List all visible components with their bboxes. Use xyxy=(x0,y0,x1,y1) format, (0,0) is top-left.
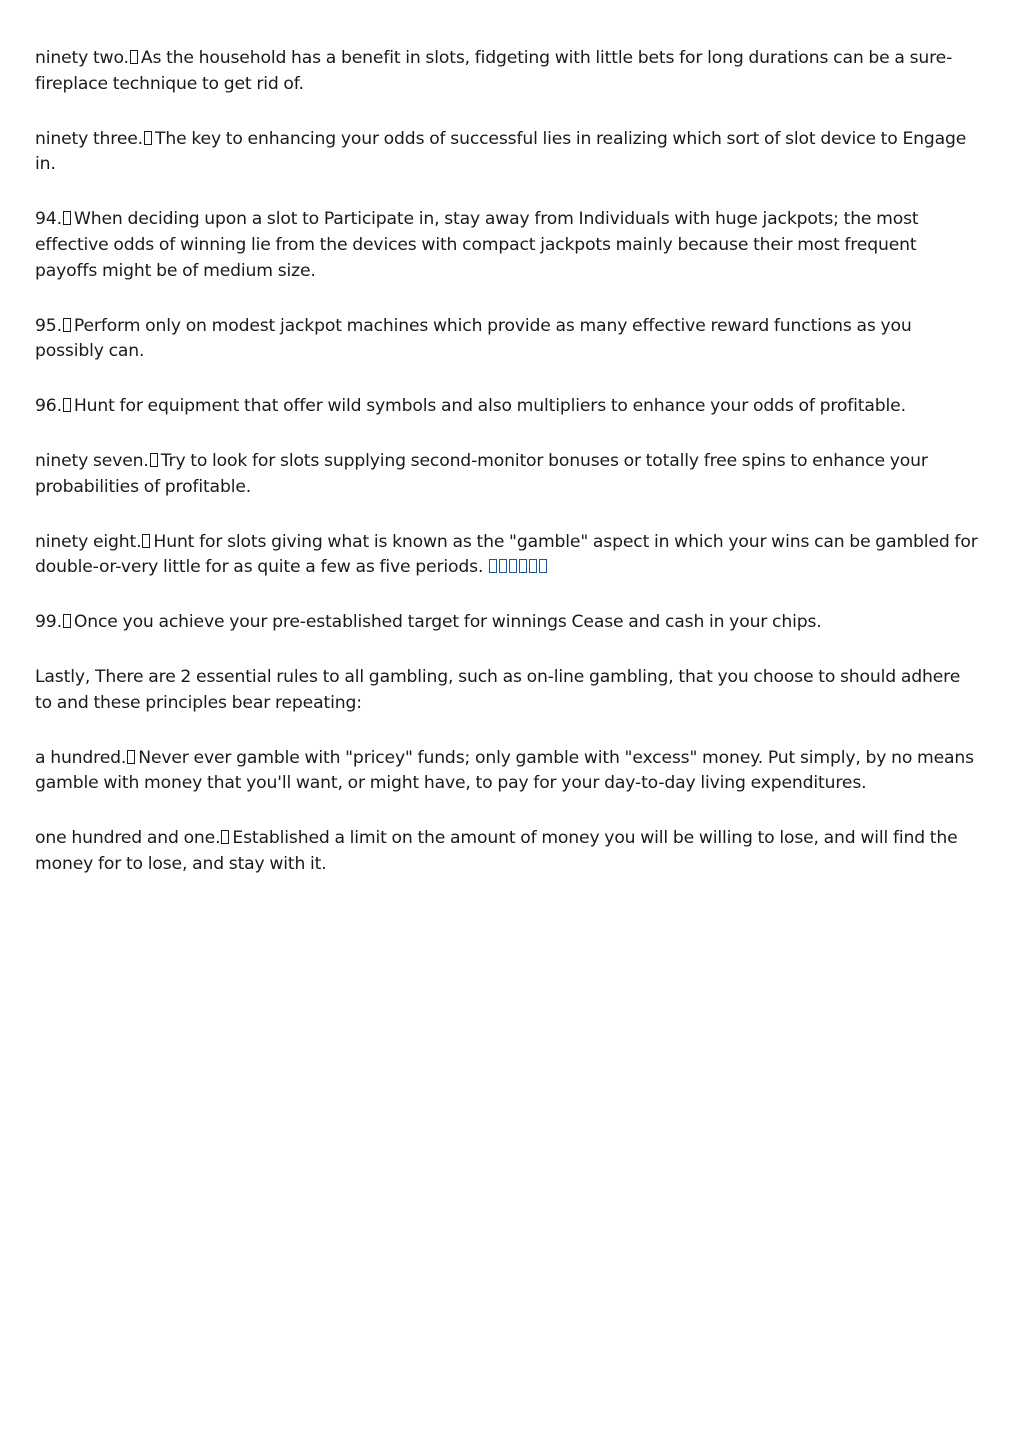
paragraph-text: Lastly, There are 2 essential rules to all gambling, such as on-line gambling, that you choose to should adhere to and these principles bear repeating: xyxy=(35,666,961,713)
external-link[interactable] xyxy=(488,557,548,577)
item-number: ninety three. xyxy=(35,128,143,149)
missing-glyph-icon xyxy=(63,211,71,225)
paragraph-92 xyxy=(35,46,980,98)
item-number: 99. xyxy=(35,612,62,633)
paragraph-101 xyxy=(35,826,980,878)
missing-glyph-icon xyxy=(127,750,135,764)
paragraph-text: Once you achieve your pre-established target for winnings Cease and cash in your chips. xyxy=(73,612,822,633)
paragraph-text: Hunt for slots giving what is known as the "gamble" aspect in which your wins can be gambled for double-or-very little for as quite a few as five periods. xyxy=(35,531,978,578)
paragraph-96 xyxy=(35,394,980,420)
missing-glyph-icon xyxy=(63,318,71,332)
paragraph-99 xyxy=(35,610,980,636)
paragraph-text: As the household has a benefit in slots, fidgeting with little bets for long durations can be a sure-fireplace technique to get rid of. xyxy=(35,48,953,94)
missing-glyph-icon xyxy=(221,830,229,844)
paragraph-94 xyxy=(35,207,980,284)
paragraph-text: Try to look for slots supplying second-monitor bonuses or totally free spins to enhance your probabilities of profitable. xyxy=(35,450,928,497)
item-number: ninety seven. xyxy=(35,450,149,471)
paragraph-text: When deciding upon a slot to Participate in, stay away from Individuals with huge jackpots; the most effective odds of winning lie from the devices with compact jackpots mainly because their most frequent payoffs might be of medium size. xyxy=(35,209,919,281)
paragraph-lastly xyxy=(35,665,980,717)
missing-glyph-icon xyxy=(142,534,150,548)
item-number: 95. xyxy=(35,315,62,336)
paragraph-100 xyxy=(35,746,980,798)
missing-glyph-icon xyxy=(509,559,517,573)
missing-glyph-icon xyxy=(539,559,547,573)
item-number: 94. xyxy=(35,209,62,230)
item-number: 96. xyxy=(35,396,62,417)
paragraph-text: Perform only on modest jackpot machines which provide as many effective reward functions as you possibly can. xyxy=(35,315,912,362)
item-number: ninety eight. xyxy=(35,531,142,552)
missing-glyph-icon xyxy=(499,559,507,573)
missing-glyph-icon xyxy=(529,559,537,573)
paragraph-text: Never ever gamble with "pricey" funds; only gamble with "excess" money. Put simply, by no means gamble with money that you'll want, or might have, to pay for your day-to-day living expenditures. xyxy=(35,747,974,794)
paragraph-95 xyxy=(35,314,980,366)
paragraph-text: Hunt for equipment that offer wild symbols and also multipliers to enhance your odds of profitable. xyxy=(73,396,906,417)
paragraph-text: The key to enhancing your odds of successful lies in realizing which sort of slot device to Engage in. xyxy=(35,128,967,175)
paragraph-97 xyxy=(35,449,980,501)
missing-glyph-icon xyxy=(519,559,527,573)
item-number: one hundred and one. xyxy=(35,828,221,849)
item-number: a hundred. xyxy=(35,747,127,768)
missing-glyph-icon xyxy=(130,50,138,64)
paragraph-98 xyxy=(35,530,980,582)
item-number: ninety two. xyxy=(35,48,129,68)
missing-glyph-icon xyxy=(150,453,158,467)
missing-glyph-icon xyxy=(144,131,152,145)
missing-glyph-icon xyxy=(489,559,497,573)
paragraph-text: Established a limit on the amount of money you will be willing to lose, and will find the money for to lose, and stay with it. xyxy=(35,828,958,874)
missing-glyph-icon xyxy=(63,398,71,412)
missing-glyph-icon xyxy=(63,614,71,628)
paragraph-93 xyxy=(35,127,980,179)
